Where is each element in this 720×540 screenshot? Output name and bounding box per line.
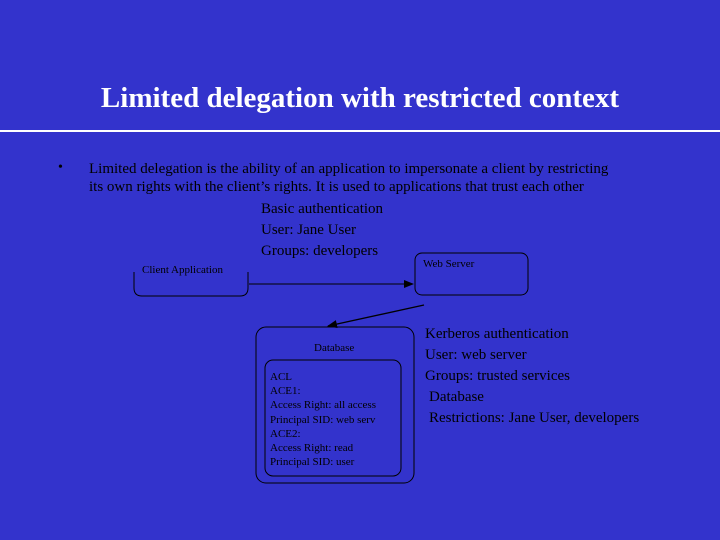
- bullet-line-1: Limited delegation is the ability of an application to impersonate a client by restricting: [89, 161, 609, 177]
- kerberos-line-4: Database: [429, 389, 484, 405]
- acl-list: [270, 370, 376, 469]
- acl-line-4: Principal SID: web serv: [270, 413, 376, 426]
- bullet-marker: •: [58, 160, 63, 175]
- kerberos-auth-block: [425, 324, 639, 429]
- acl-line-5: ACE2:: [270, 427, 301, 440]
- acl-line-1: ACL: [270, 371, 292, 383]
- web-server-label: Web Server: [423, 258, 475, 270]
- kerberos-line-1: Kerberos authentication: [425, 326, 569, 342]
- basic-auth-line-3: Groups: developers: [261, 243, 379, 259]
- acl-line-6: Access Right: read: [270, 442, 354, 455]
- bullet-line-2: its own rights with the client’s rights. It is used to applications that trust each other: [89, 179, 584, 195]
- basic-auth-line-1: Basic authentication: [261, 201, 384, 217]
- kerberos-line-3: Groups: trusted services: [425, 368, 570, 384]
- kerberos-line-2: User: web server: [425, 347, 527, 363]
- acl-line-2: ACE1:: [270, 385, 301, 398]
- slide-title: Limited delegation with restricted context: [100, 82, 620, 114]
- database-label: Database: [314, 342, 355, 354]
- basic-auth-line-2: User: Jane User: [261, 222, 356, 238]
- acl-line-3: Access Right: all access: [270, 399, 376, 412]
- webserver-to-database-arrow: [328, 305, 424, 326]
- kerberos-line-5: Restrictions: Jane User, developers: [429, 410, 640, 426]
- client-application-label: Client Application: [142, 264, 223, 276]
- acl-line-7: Principal SID: user: [270, 456, 355, 469]
